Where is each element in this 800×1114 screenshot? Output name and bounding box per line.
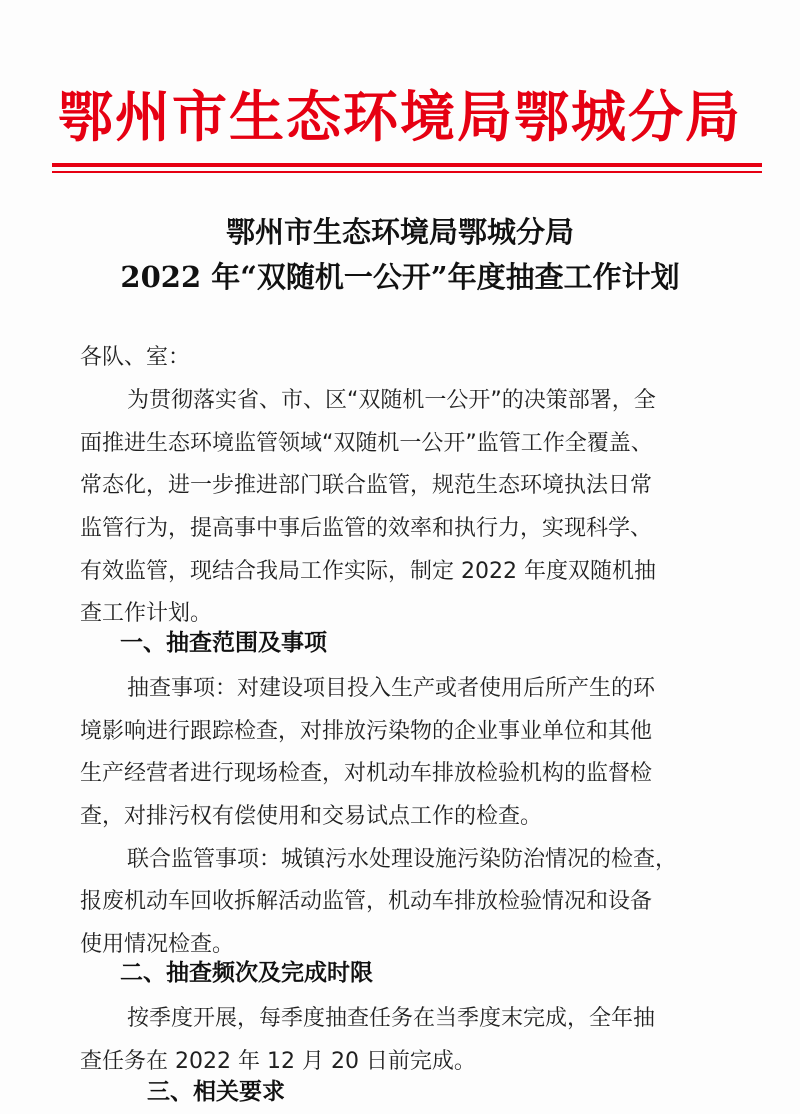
body-line: 监管行为，提高事中事后监管的效率和执行力，实现科学、 xyxy=(80,516,653,541)
body-line: 有效监管，现结合我局工作实际，制定 2022 年度双随机抽 xyxy=(80,559,656,584)
section-2-para-line: 按季度开展，每季度抽查任务在当季度末完成，全年抽 xyxy=(127,1006,656,1031)
section-1-heading: 一、抽查范围及事项 xyxy=(120,630,327,656)
section-1-para-2-line: 报废机动车回收拆解活动监管，机动车排放检验情况和设备 xyxy=(80,889,653,914)
section-1-para-1-line: 抽查事项：对建设项目投入生产或者使用后所产生的环 xyxy=(127,676,656,701)
document-title-line-1: 鄂州市生态环境局鄂城分局 xyxy=(225,215,574,249)
letterhead-red-rule-thick xyxy=(52,163,762,167)
section-2-para-line: 查任务在 2022 年 12 月 20 日前完成。 xyxy=(80,1049,476,1074)
section-2-heading: 二、抽查频次及完成时限 xyxy=(120,960,373,986)
body-line: 面推进生态环境监管领域“双随机一公开”监管工作全覆盖、 xyxy=(80,431,653,456)
body-line: 查工作计划。 xyxy=(80,601,213,626)
body-line: 常态化，进一步推进部门联合监管，规范生态环境执法日常 xyxy=(80,473,653,498)
body-line: 为贯彻落实省、市、区“双随机一公开”的决策部署，全 xyxy=(127,388,656,413)
section-3-heading: 三、相关要求 xyxy=(147,1079,285,1105)
letterhead-org-name: 鄂州市生态环境局鄂城分局 xyxy=(57,84,742,149)
section-1-para-2-line: 联合监管事项：城镇污水处理设施污染防治情况的检查， xyxy=(127,847,678,872)
section-1-para-1-line: 生产经营者进行现场检查，对机动车排放检验机构的监督检 xyxy=(80,761,653,786)
document-title-line-2: 2022 年“双随机一公开”年度抽查工作计划 xyxy=(120,260,680,294)
salutation: 各队、室： xyxy=(80,345,191,370)
letterhead-red-rule-thin xyxy=(52,171,762,173)
section-1-para-2-line: 使用情况检查。 xyxy=(80,932,235,957)
section-1-para-1-line: 境影响进行跟踪检查，对排放污染物的企业事业单位和其他 xyxy=(80,719,653,744)
section-1-para-1-line: 查，对排污权有偿使用和交易试点工作的检查。 xyxy=(80,804,543,829)
